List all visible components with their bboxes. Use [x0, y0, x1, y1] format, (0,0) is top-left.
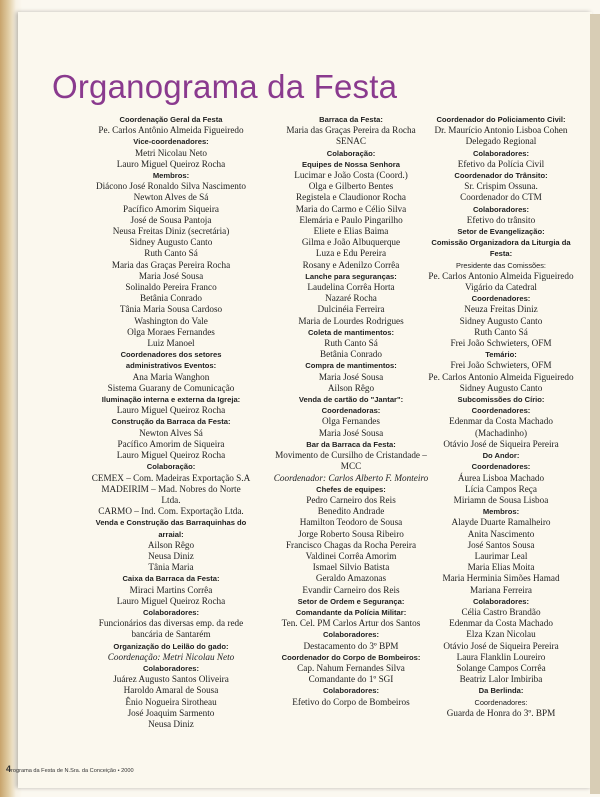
name-line: Olga Fernandes [322, 416, 380, 427]
name-line: Laura Flanklin Loureiro [456, 651, 546, 662]
name-line: Beatriz Lalor Imbiriba [459, 674, 543, 685]
section-heading: Coordenador do Corpo de Bombeiros: [281, 652, 421, 662]
section-heading: Compra de mantimentos: [305, 361, 397, 371]
name-line: Neusa Diniz [148, 718, 194, 729]
name-line: José Santos Sousa [467, 539, 535, 550]
name-line: Maria de Lourdes Rodrigues [298, 315, 404, 326]
section-heading: Setor de Evangelização: [457, 227, 545, 237]
name-line: Edenmar da Costa Machado [449, 416, 553, 427]
name-line: Miraci Martins Corrêa [129, 584, 213, 595]
name-line: Betânia Conrado [320, 349, 382, 360]
name-line: Neusa Diniz [148, 550, 194, 561]
section-heading: administrativos Eventos: [125, 361, 217, 371]
section-heading: Caixa da Barraca da Festa: [122, 574, 220, 584]
name-line: Sistema Guarany de Comunicação [107, 382, 235, 393]
name-line: José de Sousa Pantoja [130, 214, 212, 225]
name-line: Lícia Campos Reça [465, 483, 537, 494]
name-line: Betânia Conrado [140, 293, 202, 304]
role-label: Coordenadores: [474, 697, 528, 707]
name-line: Dulcinéia Ferreira [317, 304, 385, 315]
name-line: Funcionários das diversas emp. da rede [98, 618, 244, 629]
name-line: Ana Maria Wanghon [132, 371, 210, 382]
section-heading: Coordenação Geral da Festa [119, 115, 223, 124]
name-line: Sidney Augusto Canto [129, 237, 213, 248]
page-number: 4 [6, 764, 12, 774]
section-heading: Bar da Barraca da Festa: [306, 439, 396, 449]
section-heading: Organização do Leilão do gado: [113, 641, 229, 651]
name-line: Jorge Roberto Sousa Ribeiro [298, 528, 404, 539]
name-line: Tânia Maria Sousa Cardoso [119, 304, 223, 315]
section-heading: Comissão Organizadora da Liturgia da [431, 238, 571, 248]
name-line: Maria Elias Moita [467, 562, 535, 573]
name-line: Comandante do 1º SGI [308, 674, 394, 685]
name-line: Lauro Miguel Queiroz Rocha [116, 158, 226, 169]
name-line: Hamilton Teodoro de Sousa [299, 517, 403, 528]
name-line: (Machadinho) [474, 427, 528, 438]
name-line: Ailson Rêgo [327, 382, 375, 393]
section-heading: Festa: [489, 249, 513, 259]
name-line: Célia Castro Brandão [461, 606, 541, 617]
name-line: Sidney Augusto Canto [459, 382, 543, 393]
name-line: Miriamn de Sousa Lisboa [453, 494, 549, 505]
section-heading: Lanche para seguranças: [305, 271, 397, 281]
name-line: Ailson Rêgo [147, 539, 195, 550]
name-line: Maria Herminia Simões Hamad [442, 573, 560, 584]
name-line: Ruth Canto Sá [324, 338, 378, 349]
name-line: Sidney Augusto Canto [459, 315, 543, 326]
name-line: Destacamento do 3º BPM [303, 640, 399, 651]
name-line: Metri Nicolau Neto [135, 147, 207, 158]
name-line: Pedro Carneiro dos Reis [306, 494, 396, 505]
name-line: Cap. Nahum Fernandes Silva [297, 662, 405, 673]
name-line: Maria das Graças Pereira Rocha [111, 259, 231, 270]
name-line: Pacífico Amorim Siqueira [123, 203, 219, 214]
section-heading: Construção da Barraca da Festa: [111, 417, 231, 427]
section-heading: Colaboração: [326, 148, 376, 158]
name-line: Áurea Lisboa Machado [457, 472, 545, 483]
name-line: Luiz Manoel [147, 338, 195, 349]
name-line: Washington do Vale [134, 315, 208, 326]
section-heading: Membros: [152, 171, 190, 181]
name-line: Vigário da Catedral [465, 282, 537, 293]
section-heading: Subcomissões do Círio: [457, 395, 545, 405]
name-line: Luza e Edu Pereira [315, 248, 387, 259]
name-line: Eliete e Elias Baima [313, 226, 389, 237]
name-line: Maria José Sousa [138, 270, 204, 281]
section-heading: Venda e Construção das Barraquinhas do [95, 518, 247, 528]
name-line: Otávio José de Siqueira Pereira [443, 640, 559, 651]
name-line: Lauro Miguel Queiroz Rocha [116, 595, 226, 606]
section-heading: Venda de cartão do "Jantar": [298, 395, 404, 405]
section-heading: Equipes de Nossa Senhora [302, 159, 400, 169]
name-line: Efetivo do trânsito [466, 214, 536, 225]
section-heading: Colaboradores: [322, 686, 380, 696]
name-line: Movimento de Cursilho de Cristandade – [275, 450, 427, 461]
name-line: Mariana Ferreira [470, 584, 532, 595]
name-line: MADEIRIM – Mad. Nobres do Norte [101, 483, 241, 494]
name-line: Evandir Carneiro dos Reis [302, 584, 400, 595]
name-line: Tânia Maria [148, 562, 194, 573]
name-line: Pacífico Amorim de Siqueira [117, 438, 225, 449]
name-line: Haroldo Amaral de Sousa [123, 685, 219, 696]
name-line: Frei João Schwieters, OFM [450, 338, 552, 349]
name-line: Laurimar Leal [474, 550, 528, 561]
name-line: Alayde Duarte Ramalheiro [451, 517, 551, 528]
name-line: Rosany e Adenilzo Corrêa [302, 259, 400, 270]
name-line: José Joaquim Sarmento [127, 707, 215, 718]
name-line: Solinaldo Pereira Franco [125, 282, 217, 293]
section-heading: Temário: [485, 350, 517, 360]
name-line: Coordenador do CTM [460, 192, 542, 203]
section-heading: Colaboradores: [472, 596, 530, 606]
name-line: Sr. Crispim Ossuna. [464, 181, 538, 192]
name-line: Lauro Miguel Queiroz Rocha [116, 405, 226, 416]
section-heading: Coordenadoras: [321, 406, 381, 416]
footer-text: rograma da Festa de N.Sra. da Conceição • 2000 [11, 768, 134, 774]
name-line: Maria José Sousa [318, 427, 384, 438]
name-line: Diácono José Ronaldo Silva Nascimento [95, 181, 247, 192]
name-line: Benedito Andrade [317, 506, 385, 517]
role-label: Presidente das Comissões: [456, 260, 546, 270]
section-heading: Colaboradores: [472, 204, 530, 214]
name-line: Lauro Miguel Queiroz Rocha [116, 450, 226, 461]
section-heading: Coordenador do Policiamento Civil: [436, 115, 566, 124]
name-line: Newton Alves de Sá [133, 192, 209, 203]
name-line: Maria das Graças Pereira da Rocha [286, 125, 416, 136]
page-title: Organograma da Festa [52, 68, 398, 106]
name-line: Nazaré Rocha [325, 293, 377, 304]
section-heading: Coordenador do Trânsito: [454, 171, 548, 181]
name-line: Lucimar e João Costa (Coord.) [294, 170, 408, 181]
name-line: MCC [340, 461, 362, 472]
name-line: Efetivo do Corpo de Bombeiros [292, 696, 410, 707]
name-line: Olga e Gilberto Bentes [308, 181, 394, 192]
name-line: Dr. Maurício Antonio Lisboa Cohen [434, 125, 568, 136]
name-line: Ismael Silvio Batista [312, 562, 390, 573]
role-line: Coordenador: Carlos Alberto F. Monteiro [273, 472, 429, 483]
name-line: CEMEX – Com. Madeiras Exportação S.A [91, 472, 251, 483]
name-line: Laudelina Corrêa Horta [307, 282, 395, 293]
name-line: Solange Campos Corrêa [456, 662, 546, 673]
name-line: Newton Alves Sá [139, 427, 203, 438]
section-heading: Da Berlinda: [478, 686, 524, 696]
name-line: Frei João Schwieters, OFM [450, 360, 552, 371]
name-line: Pe. Carlos Antonio Almeida Figueiredo [428, 270, 574, 281]
name-line: Pe. Carlos Antônio Almeida Figueiredo [98, 125, 244, 136]
section-heading: Chefes de equipes: [316, 484, 386, 494]
name-line: Registela e Claudionor Rocha [296, 192, 406, 203]
page-footer [6, 764, 134, 774]
name-line: Geraldo Amazonas [315, 573, 387, 584]
name-line: Elza Kzan Nicolau [466, 629, 536, 640]
section-heading: arraial: [158, 529, 184, 539]
section-heading: Membros: [482, 507, 520, 517]
next-page-edge [590, 14, 600, 794]
section-heading: Setor de Ordem e Segurança: [297, 596, 405, 606]
section-heading: Coordenadores: [471, 462, 531, 472]
name-line: Neusa Freitas Diniz (secretária) [112, 226, 230, 237]
section-heading: Colaboradores: [142, 607, 200, 617]
name-line: Delegado Regional [465, 136, 537, 147]
section-heading: Coordenadores dos setores [120, 350, 222, 360]
column-right [414, 114, 588, 719]
column-left [82, 114, 260, 730]
name-line: Olga Moraes Fernandes [127, 326, 215, 337]
section-heading: Coordenadores: [471, 294, 531, 304]
name-line: Juárez Augusto Santos Oliveira [113, 674, 229, 685]
name-line: SENAC [335, 136, 367, 147]
section-heading: Colaboração: [146, 462, 196, 472]
name-line: Maria José Sousa [318, 371, 384, 382]
name-line: Neuza Freitas Diniz [464, 304, 538, 315]
section-heading: Coordenadores: [471, 406, 531, 416]
name-line: CARMO – Ind. Com. Exportação Ltda. [98, 506, 244, 517]
name-line: Ten. Cel. PM Carlos Artur dos Santos [281, 618, 421, 629]
section-heading: Coleta de mantimentos: [307, 327, 395, 337]
section-heading: Vice-coordenadores: [133, 137, 209, 147]
section-heading: Colaboradores: [142, 663, 200, 673]
section-heading: Colaboradores: [322, 630, 380, 640]
name-line: Guarda de Honra do 3º. BPM [446, 707, 556, 718]
section-heading: Barraca da Festa: [319, 115, 383, 124]
name-line: Anita Nascimento [467, 528, 535, 539]
name-line: Maria do Carmo e Célio Silva [295, 203, 407, 214]
name-line: Gilma e João Albuquerque [301, 237, 401, 248]
role-line: Coordenação: Metri Nicolau Neto [107, 651, 235, 662]
name-line: Elemária e Paulo Pingarilho [299, 214, 403, 225]
name-line: Ltda. [161, 494, 181, 505]
name-line: Edenmar da Costa Machado [449, 618, 553, 629]
section-heading: Do Andor: [482, 451, 520, 461]
name-line: Otávio José de Siqueira Pereira [443, 438, 559, 449]
name-line: Ruth Canto Sá [144, 248, 198, 259]
name-line: Francisco Chagas da Rocha Pereira [285, 539, 417, 550]
section-heading: Iluminação interna e externa da Igreja: [101, 395, 241, 405]
name-line: Ruth Canto Sá [474, 326, 528, 337]
name-line: Ênio Nogueira Sirotheau [125, 696, 217, 707]
name-line: Pe. Carlos Antonio Almeida Figueiredo [428, 371, 574, 382]
name-line: bancária de Santarém [131, 629, 211, 640]
section-heading: Colaboradores: [472, 148, 530, 158]
name-line: Efetivo da Polícia Civil [457, 158, 545, 169]
section-heading: Comandante da Polícia Militar: [295, 607, 407, 617]
name-line: Valdinei Corrêa Amorim [305, 550, 397, 561]
